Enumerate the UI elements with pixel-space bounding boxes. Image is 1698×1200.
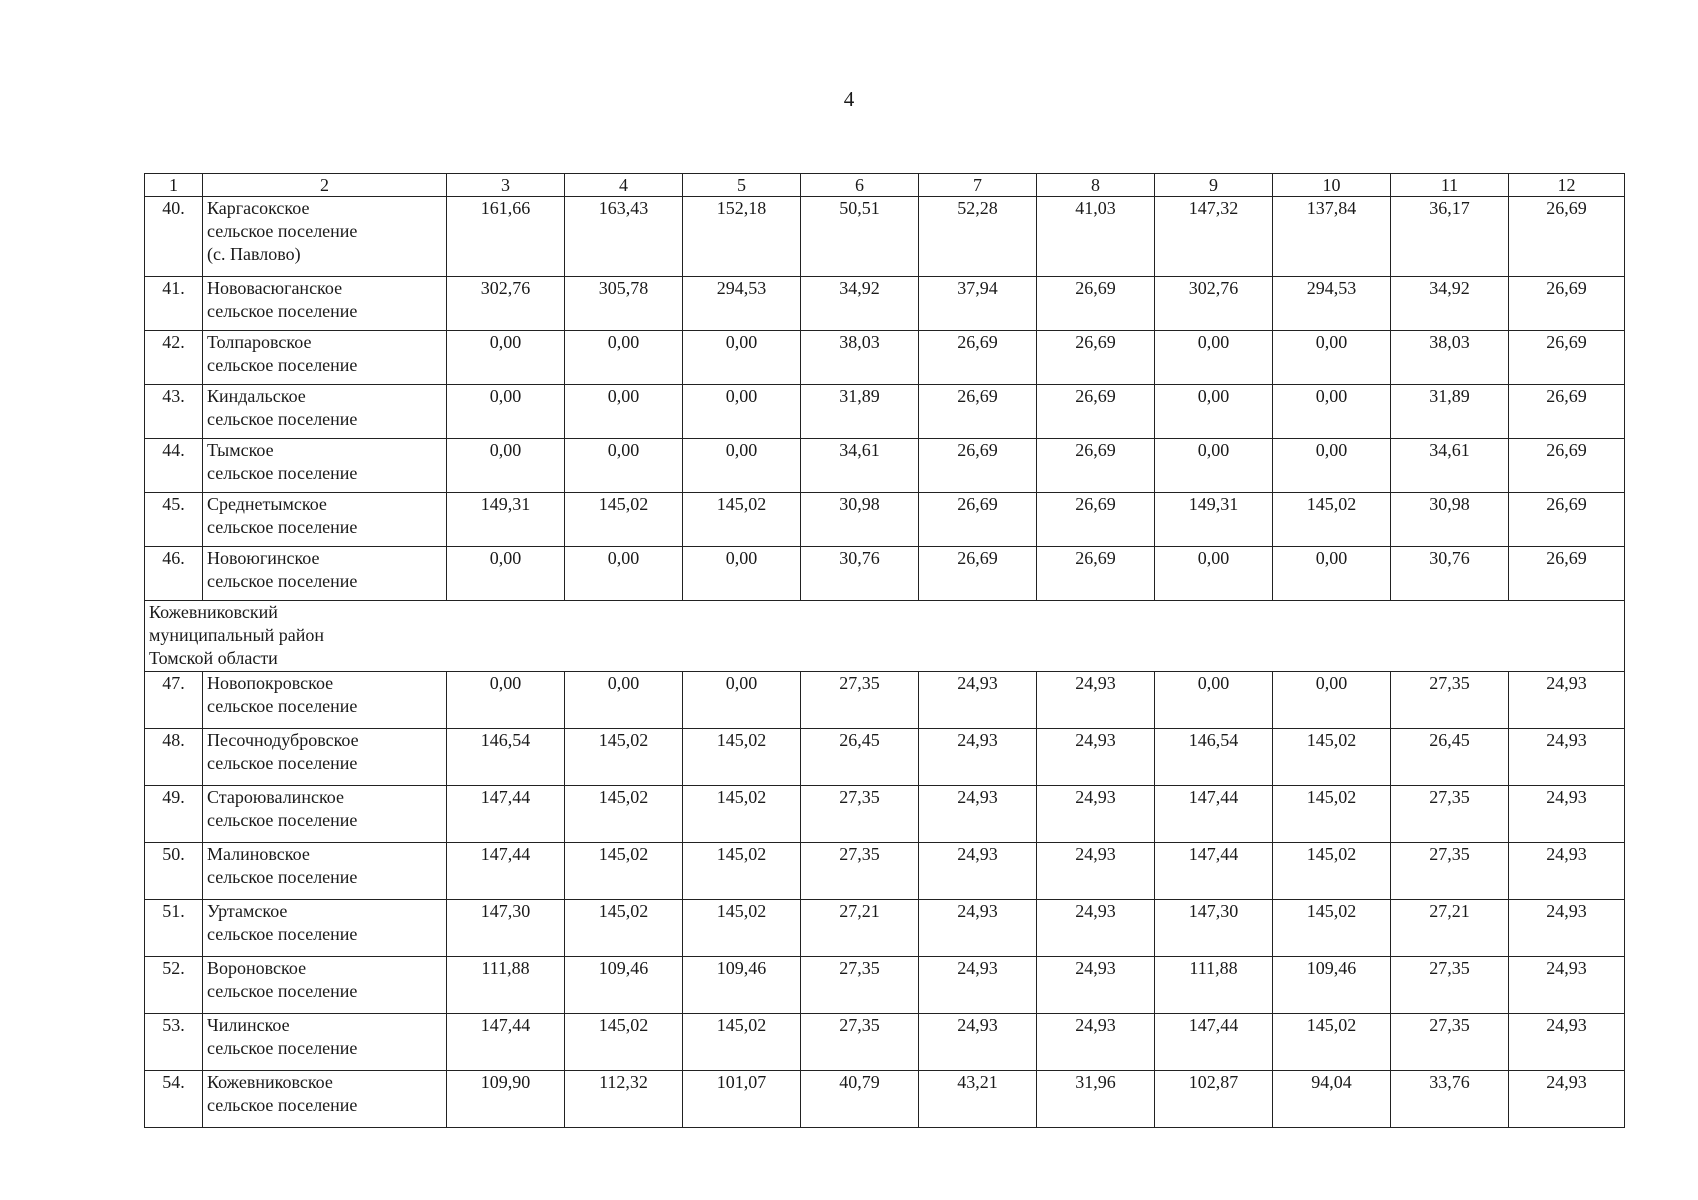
value-cell: 0,00 xyxy=(447,331,565,385)
value-cell: 302,76 xyxy=(1155,277,1273,331)
settlement-name xyxy=(203,493,447,547)
value-cell: 294,53 xyxy=(1273,277,1391,331)
value-cell: 0,00 xyxy=(1273,672,1391,729)
value-cell: 24,93 xyxy=(1509,900,1625,957)
value-cell: 27,35 xyxy=(801,1014,919,1071)
value-cell: 145,02 xyxy=(1273,900,1391,957)
value-cell: 0,00 xyxy=(565,385,683,439)
settlement-name xyxy=(203,843,447,900)
section-row xyxy=(145,601,1625,672)
value-cell: 94,04 xyxy=(1273,1071,1391,1128)
value-cell: 43,21 xyxy=(919,1071,1037,1128)
settlement-name-line: Нововасюганское xyxy=(207,278,343,298)
settlement-name-line: Песочнодубровское xyxy=(207,730,359,750)
column-header: 3 xyxy=(447,174,565,197)
value-cell: 26,69 xyxy=(919,439,1037,493)
column-header: 12 xyxy=(1509,174,1625,197)
value-cell: 27,35 xyxy=(801,786,919,843)
row-number: 52. xyxy=(145,957,203,1014)
value-cell: 109,90 xyxy=(447,1071,565,1128)
value-cell: 0,00 xyxy=(1273,331,1391,385)
settlement-name-line: Чилинское xyxy=(207,1015,290,1035)
value-cell: 101,07 xyxy=(683,1071,801,1128)
value-cell: 40,79 xyxy=(801,1071,919,1128)
value-cell: 27,35 xyxy=(1391,843,1509,900)
value-cell: 24,93 xyxy=(919,672,1037,729)
settlement-name-line: сельское поселение xyxy=(207,463,358,483)
value-cell: 26,69 xyxy=(1509,493,1625,547)
value-cell: 0,00 xyxy=(1155,547,1273,601)
value-cell: 163,43 xyxy=(565,197,683,277)
value-cell: 145,02 xyxy=(565,493,683,547)
value-cell: 41,03 xyxy=(1037,197,1155,277)
value-cell: 145,02 xyxy=(565,786,683,843)
value-cell: 52,28 xyxy=(919,197,1037,277)
row-number: 45. xyxy=(145,493,203,547)
value-cell: 109,46 xyxy=(1273,957,1391,1014)
value-cell: 145,02 xyxy=(1273,786,1391,843)
value-cell: 30,76 xyxy=(1391,547,1509,601)
value-cell: 147,32 xyxy=(1155,197,1273,277)
value-cell: 26,69 xyxy=(1509,439,1625,493)
value-cell: 26,45 xyxy=(801,729,919,786)
value-cell: 24,93 xyxy=(1509,957,1625,1014)
section-title-line: Кожевниковский xyxy=(149,602,278,622)
value-cell: 33,76 xyxy=(1391,1071,1509,1128)
value-cell: 111,88 xyxy=(447,957,565,1014)
row-number: 50. xyxy=(145,843,203,900)
column-header: 5 xyxy=(683,174,801,197)
settlement-name-line: (с. Павлово) xyxy=(207,244,301,264)
value-cell: 0,00 xyxy=(565,672,683,729)
value-cell: 31,89 xyxy=(801,385,919,439)
value-cell: 24,93 xyxy=(1037,672,1155,729)
value-cell: 24,93 xyxy=(1509,729,1625,786)
table-row xyxy=(145,197,1625,277)
value-cell: 145,02 xyxy=(683,786,801,843)
table-row xyxy=(145,1071,1625,1128)
settlement-name-line: сельское поселение xyxy=(207,517,358,537)
value-cell: 26,69 xyxy=(1037,493,1155,547)
value-cell: 34,61 xyxy=(801,439,919,493)
settlement-name-line: сельское поселение xyxy=(207,409,358,429)
value-cell: 30,98 xyxy=(1391,493,1509,547)
value-cell: 37,94 xyxy=(919,277,1037,331)
value-cell: 24,93 xyxy=(919,900,1037,957)
value-cell: 302,76 xyxy=(447,277,565,331)
value-cell: 0,00 xyxy=(683,672,801,729)
settlement-name xyxy=(203,786,447,843)
value-cell: 145,02 xyxy=(683,1014,801,1071)
value-cell: 26,69 xyxy=(919,331,1037,385)
row-number: 47. xyxy=(145,672,203,729)
column-header: 7 xyxy=(919,174,1037,197)
value-cell: 26,45 xyxy=(1391,729,1509,786)
value-cell: 24,93 xyxy=(1509,1071,1625,1128)
row-number: 43. xyxy=(145,385,203,439)
column-header: 1 xyxy=(145,174,203,197)
section-title-line: Томской области xyxy=(149,648,278,668)
value-cell: 0,00 xyxy=(683,385,801,439)
value-cell: 109,46 xyxy=(683,957,801,1014)
value-cell: 30,98 xyxy=(801,493,919,547)
value-cell: 27,35 xyxy=(1391,672,1509,729)
settlement-name-line: сельское поселение xyxy=(207,810,358,830)
value-cell: 30,76 xyxy=(801,547,919,601)
table-body xyxy=(145,197,1625,1128)
row-number: 41. xyxy=(145,277,203,331)
column-header: 11 xyxy=(1391,174,1509,197)
value-cell: 161,66 xyxy=(447,197,565,277)
value-cell: 0,00 xyxy=(1155,385,1273,439)
settlement-name-line: Малиновское xyxy=(207,844,310,864)
value-cell: 0,00 xyxy=(1155,672,1273,729)
value-cell: 0,00 xyxy=(1155,331,1273,385)
value-cell: 27,35 xyxy=(801,672,919,729)
value-cell: 26,69 xyxy=(1037,331,1155,385)
settlement-name-line: Староювалинское xyxy=(207,787,344,807)
table-row xyxy=(145,277,1625,331)
table-header xyxy=(145,174,1625,197)
value-cell: 0,00 xyxy=(565,439,683,493)
value-cell: 145,02 xyxy=(1273,729,1391,786)
table-row xyxy=(145,547,1625,601)
value-cell: 109,46 xyxy=(565,957,683,1014)
value-cell: 34,92 xyxy=(801,277,919,331)
settlement-name-line: сельское поселение xyxy=(207,867,358,887)
settlement-name xyxy=(203,1071,447,1128)
settlement-name xyxy=(203,277,447,331)
settlement-name xyxy=(203,547,447,601)
value-cell: 26,69 xyxy=(1509,197,1625,277)
value-cell: 24,93 xyxy=(919,843,1037,900)
value-cell: 0,00 xyxy=(1155,439,1273,493)
value-cell: 31,96 xyxy=(1037,1071,1155,1128)
settlement-name-line: Каргасокское xyxy=(207,198,310,218)
value-cell: 305,78 xyxy=(565,277,683,331)
settlement-name-line: Вороновское xyxy=(207,958,307,978)
value-cell: 145,02 xyxy=(1273,843,1391,900)
value-cell: 0,00 xyxy=(565,547,683,601)
value-cell: 24,93 xyxy=(1509,1014,1625,1071)
table-row xyxy=(145,729,1625,786)
settlement-name xyxy=(203,957,447,1014)
value-cell: 0,00 xyxy=(683,547,801,601)
value-cell: 24,93 xyxy=(1037,1014,1155,1071)
value-cell: 145,02 xyxy=(1273,1014,1391,1071)
page-number: 4 xyxy=(843,87,855,111)
settlement-name-line: Толпаровское xyxy=(207,332,312,352)
section-title xyxy=(145,601,1625,672)
value-cell: 27,35 xyxy=(1391,786,1509,843)
value-cell: 102,87 xyxy=(1155,1071,1273,1128)
settlement-name-line: сельское поселение xyxy=(207,696,358,716)
value-cell: 147,44 xyxy=(447,786,565,843)
value-cell: 38,03 xyxy=(1391,331,1509,385)
settlement-name-line: сельское поселение xyxy=(207,753,358,773)
value-cell: 26,69 xyxy=(1509,385,1625,439)
value-cell: 26,69 xyxy=(1037,439,1155,493)
settlement-name-line: сельское поселение xyxy=(207,571,358,591)
value-cell: 146,54 xyxy=(447,729,565,786)
column-header: 10 xyxy=(1273,174,1391,197)
settlement-name-line: сельское поселение xyxy=(207,1038,358,1058)
value-cell: 147,44 xyxy=(1155,786,1273,843)
value-cell: 27,35 xyxy=(1391,1014,1509,1071)
value-cell: 24,93 xyxy=(919,729,1037,786)
value-cell: 0,00 xyxy=(683,331,801,385)
value-cell: 145,02 xyxy=(1273,493,1391,547)
table-row xyxy=(145,331,1625,385)
settlement-name xyxy=(203,197,447,277)
value-cell: 0,00 xyxy=(1273,385,1391,439)
row-number: 42. xyxy=(145,331,203,385)
value-cell: 26,69 xyxy=(1037,277,1155,331)
value-cell: 145,02 xyxy=(565,1014,683,1071)
row-number: 44. xyxy=(145,439,203,493)
value-cell: 145,02 xyxy=(683,729,801,786)
value-cell: 24,93 xyxy=(1509,786,1625,843)
value-cell: 24,93 xyxy=(919,1014,1037,1071)
settlement-name xyxy=(203,1014,447,1071)
row-number: 53. xyxy=(145,1014,203,1071)
header-row xyxy=(145,174,1625,197)
value-cell: 24,93 xyxy=(1037,843,1155,900)
value-cell: 112,32 xyxy=(565,1071,683,1128)
settlement-name-line: сельское поселение xyxy=(207,924,358,944)
row-number: 54. xyxy=(145,1071,203,1128)
settlement-name-line: Киндальское xyxy=(207,386,306,406)
value-cell: 26,69 xyxy=(919,547,1037,601)
settlement-name-line: Кожевниковское xyxy=(207,1072,333,1092)
table-row xyxy=(145,672,1625,729)
section-title-line: муниципальный район xyxy=(149,625,325,645)
value-cell: 31,89 xyxy=(1391,385,1509,439)
value-cell: 24,93 xyxy=(919,786,1037,843)
table-row xyxy=(145,786,1625,843)
table-row xyxy=(145,439,1625,493)
settlement-name xyxy=(203,672,447,729)
value-cell: 26,69 xyxy=(1037,547,1155,601)
value-cell: 147,44 xyxy=(1155,843,1273,900)
value-cell: 27,35 xyxy=(801,957,919,1014)
value-cell: 24,93 xyxy=(1037,900,1155,957)
value-cell: 145,02 xyxy=(565,900,683,957)
table-row xyxy=(145,900,1625,957)
row-number: 40. xyxy=(145,197,203,277)
value-cell: 149,31 xyxy=(447,493,565,547)
settlement-name-line: Тымское xyxy=(207,440,274,460)
value-cell: 50,51 xyxy=(801,197,919,277)
value-cell: 26,69 xyxy=(1509,331,1625,385)
value-cell: 147,44 xyxy=(447,1014,565,1071)
table-row xyxy=(145,385,1625,439)
value-cell: 0,00 xyxy=(1273,547,1391,601)
value-cell: 26,69 xyxy=(919,493,1037,547)
settlement-name-line: сельское поселение xyxy=(207,981,358,1001)
value-cell: 145,02 xyxy=(683,493,801,547)
settlement-name-line: сельское поселение xyxy=(207,301,358,321)
tariff-table xyxy=(144,173,1625,1128)
value-cell: 147,44 xyxy=(447,843,565,900)
value-cell: 149,31 xyxy=(1155,493,1273,547)
value-cell: 147,44 xyxy=(1155,1014,1273,1071)
settlement-name-line: сельское поселение xyxy=(207,221,358,241)
value-cell: 137,84 xyxy=(1273,197,1391,277)
value-cell: 27,35 xyxy=(1391,957,1509,1014)
settlement-name xyxy=(203,729,447,786)
value-cell: 27,21 xyxy=(1391,900,1509,957)
value-cell: 27,21 xyxy=(801,900,919,957)
table-row xyxy=(145,493,1625,547)
value-cell: 36,17 xyxy=(1391,197,1509,277)
value-cell: 0,00 xyxy=(683,439,801,493)
settlement-name-line: Новопокровское xyxy=(207,673,334,693)
column-header: 9 xyxy=(1155,174,1273,197)
value-cell: 147,30 xyxy=(1155,900,1273,957)
value-cell: 38,03 xyxy=(801,331,919,385)
value-cell: 0,00 xyxy=(447,672,565,729)
value-cell: 0,00 xyxy=(1273,439,1391,493)
value-cell: 24,93 xyxy=(1509,843,1625,900)
row-number: 51. xyxy=(145,900,203,957)
settlement-name-line: Уртамское xyxy=(207,901,288,921)
row-number: 48. xyxy=(145,729,203,786)
value-cell: 0,00 xyxy=(565,331,683,385)
settlement-name-line: Среднетымское xyxy=(207,494,327,514)
table-row xyxy=(145,1014,1625,1071)
table-row xyxy=(145,843,1625,900)
value-cell: 0,00 xyxy=(447,547,565,601)
column-header: 8 xyxy=(1037,174,1155,197)
settlement-name-line: Новоюгинское xyxy=(207,548,320,568)
settlement-name xyxy=(203,385,447,439)
value-cell: 145,02 xyxy=(683,843,801,900)
value-cell: 294,53 xyxy=(683,277,801,331)
row-number: 49. xyxy=(145,786,203,843)
value-cell: 26,69 xyxy=(1037,385,1155,439)
value-cell: 24,93 xyxy=(1509,672,1625,729)
value-cell: 26,69 xyxy=(1509,547,1625,601)
settlement-name xyxy=(203,331,447,385)
value-cell: 145,02 xyxy=(565,729,683,786)
value-cell: 24,93 xyxy=(919,957,1037,1014)
column-header: 6 xyxy=(801,174,919,197)
value-cell: 34,92 xyxy=(1391,277,1509,331)
value-cell: 147,30 xyxy=(447,900,565,957)
settlement-name-line: сельское поселение xyxy=(207,355,358,375)
value-cell: 0,00 xyxy=(447,439,565,493)
value-cell: 152,18 xyxy=(683,197,801,277)
settlement-name xyxy=(203,439,447,493)
value-cell: 0,00 xyxy=(447,385,565,439)
value-cell: 34,61 xyxy=(1391,439,1509,493)
column-header: 2 xyxy=(203,174,447,197)
value-cell: 24,93 xyxy=(1037,786,1155,843)
settlement-name xyxy=(203,900,447,957)
value-cell: 145,02 xyxy=(683,900,801,957)
value-cell: 111,88 xyxy=(1155,957,1273,1014)
value-cell: 24,93 xyxy=(1037,957,1155,1014)
value-cell: 26,69 xyxy=(1509,277,1625,331)
column-header: 4 xyxy=(565,174,683,197)
value-cell: 24,93 xyxy=(1037,729,1155,786)
value-cell: 26,69 xyxy=(919,385,1037,439)
table-row xyxy=(145,957,1625,1014)
value-cell: 145,02 xyxy=(565,843,683,900)
row-number: 46. xyxy=(145,547,203,601)
settlement-name-line: сельское поселение xyxy=(207,1095,358,1115)
value-cell: 146,54 xyxy=(1155,729,1273,786)
value-cell: 27,35 xyxy=(801,843,919,900)
